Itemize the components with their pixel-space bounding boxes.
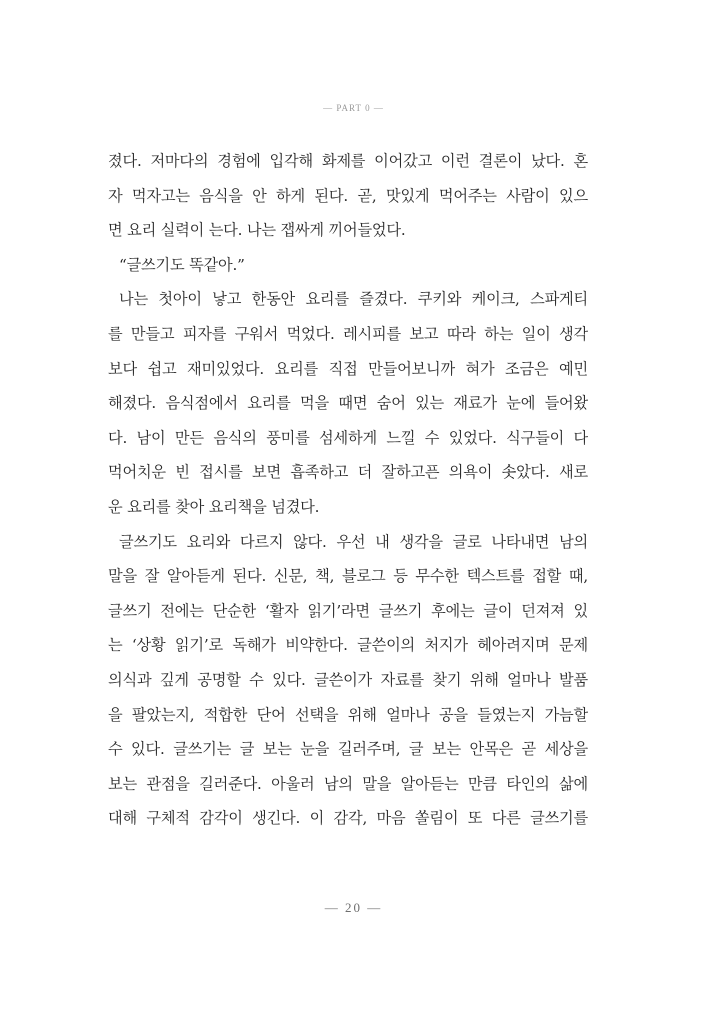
text-line: 자 먹자고는 음식을 안 하게 된다. 곧, 맛있게 먹어주는 사람이 있으 — [108, 186, 588, 205]
text-line: 글쓰기 전에는 단순한 ‘활자 읽기’라면 글쓰기 후에는 글이 던져져 있 — [108, 601, 588, 620]
text-line: 는 ‘상황 읽기’로 독해가 비약한다. 글쓴이의 처지가 헤아려지며 문제 — [108, 636, 588, 655]
text-line: 말을 잘 알아듣게 된다. 신문, 책, 블로그 등 무수한 텍스트를 접할 때, — [108, 567, 588, 586]
text-line: 보다 쉽고 재미있었다. 요리를 직접 만들어보니까 혀가 조금은 예민 — [108, 359, 588, 378]
text-line: 운 요리를 찾아 요리책을 넘겼다. — [108, 497, 320, 516]
text-line: 수 있다. 글쓰기는 글 보는 눈을 길러주며, 글 보는 안목은 곧 세상을 — [108, 740, 588, 759]
text-line: 다. 남이 만든 음식의 풍미를 섬세하게 느낄 수 있었다. 식구들이 다 — [108, 428, 588, 447]
text-line: 먹어치운 빈 접시를 보면 흡족하고 더 잘하고픈 의욕이 솟았다. 새로 — [108, 463, 588, 482]
text-line: 졌다. 저마다의 경험에 입각해 화제를 이어갔고 이런 결론이 났다. 혼 — [108, 152, 588, 170]
body-text — [108, 148, 588, 840]
text-line: 해졌다. 음식점에서 요리를 먹을 때면 숨어 있는 재료가 눈에 들어왔 — [108, 394, 588, 413]
text-line: 대해 구체적 감각이 생긴다. 이 감각, 마음 쏠림이 또 다른 글쓰기를 — [108, 809, 588, 828]
text-line: 면 요리 실력이 는다. 나는 잽싸게 끼어들었다. — [108, 221, 406, 240]
text-line: 를 만들고 피자를 구워서 먹었다. 레시피를 보고 따라 하는 일이 생각 — [108, 324, 588, 343]
text-line: 을 팔았는지, 적합한 단어 선택을 위해 얼마나 공을 들였는지 가늠할 — [108, 705, 588, 724]
running-head: — PART 0 — — [323, 103, 384, 113]
page-number: — 20 — — [324, 900, 383, 915]
text-line: 나는 첫아이 낳고 한동안 요리를 즐겼다. 쿠키와 케이크, 스파게티 — [119, 290, 588, 309]
text-line: 글쓰기도 요리와 다르지 않다. 우선 내 생각을 글로 나타내면 남의 — [119, 532, 588, 551]
quote-line: “글쓰기도 똑같아.” — [119, 255, 245, 274]
text-line: 보는 관점을 길러준다. 아울러 남의 말을 알아듣는 만큼 타인의 삶에 — [108, 774, 588, 793]
text-line: 의식과 깊게 공명할 수 있다. 글쓴이가 자료를 찾기 위해 얼마나 발품 — [108, 670, 588, 689]
